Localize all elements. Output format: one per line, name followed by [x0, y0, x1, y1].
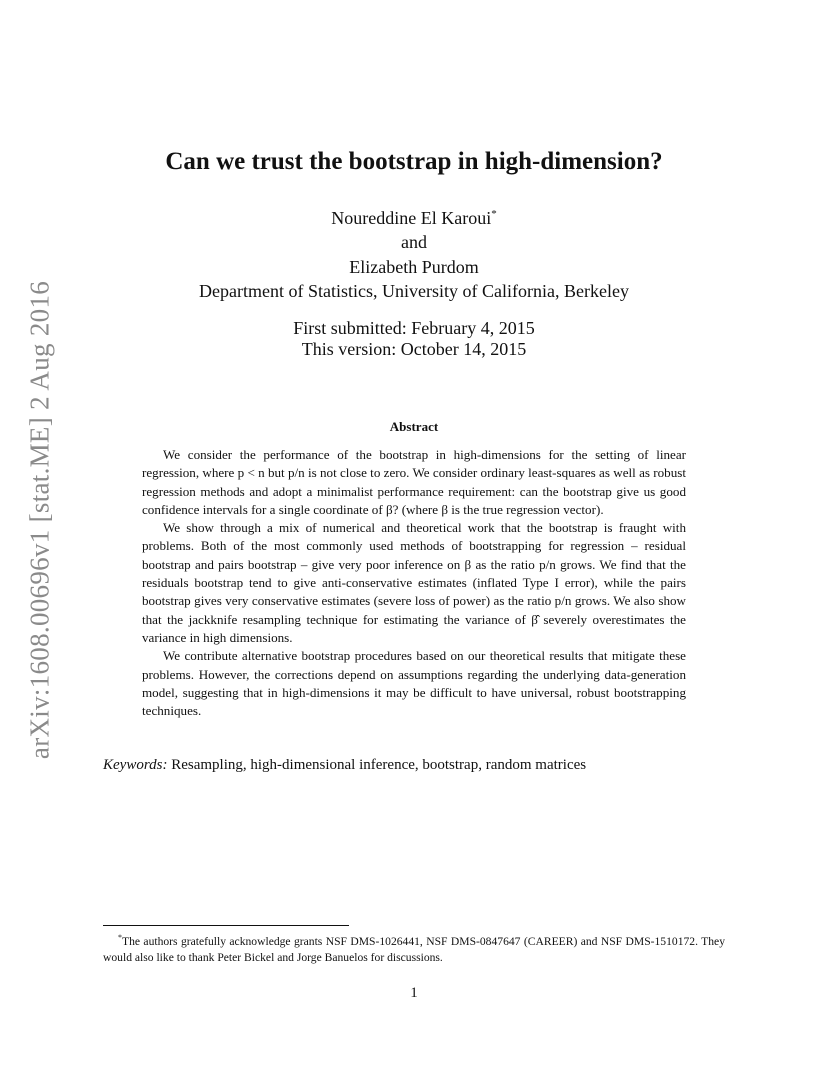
abstract-paragraph-3: We contribute alternative bootstrap procedures based on our theoretical results that mitigate these problems. However, the corrections depend on assumptions regarding the underlying data-generation model, suggesting that in high-dimensions it may be difficult to have universal, robust bootstrapping techniques.	[142, 648, 686, 719]
author-name-1: Noureddine El Karoui	[331, 208, 492, 228]
keywords-label: Keywords:	[103, 757, 168, 773]
author-name-2: Elizabeth Purdom	[349, 257, 479, 277]
keywords-line	[103, 757, 728, 774]
page-number: 1	[410, 985, 418, 1001]
author-affiliation: Department of Statistics, University of California, Berkeley	[199, 281, 629, 301]
arxiv-identifier-stamp: arXiv:1608.00696v1 [stat.ME] 2 Aug 2016	[24, 280, 55, 760]
author-conjunction: and	[401, 232, 427, 252]
keywords-text: Resampling, high-dimensional inference, bootstrap, random matrices	[171, 757, 587, 773]
footnote	[103, 930, 725, 966]
footnote-divider	[103, 925, 349, 926]
first-submitted-date: First submitted: February 4, 2015	[293, 318, 535, 338]
abstract-paragraph-1: We consider the performance of the bootstrap in high-dimensions for the setting of linear regression, where p < n but p/n is not close to zero. We consider ordinary least-squares as well as robust regression methods and adopt a minimalist performance requirement: can the bootstrap give us good confidence intervals for a single coordinate of β? (where β is the true regression vector).	[142, 447, 686, 517]
abstract-heading: Abstract	[389, 419, 439, 434]
footnote-mark: *	[118, 933, 122, 942]
abstract-body	[142, 446, 686, 720]
abstract-paragraph-2: We show through a mix of numerical and theoretical work that the bootstrap is fraught with problems. Both of the most commonly used methods of bootstrapping for regression – residual bootstrap and pairs bootstrap – give very poor inference on β as the ratio p/n grows. We find that the residuals bootstrap tend to give anti-conservative estimates (inflated Type I error), while the pairs bootstrap gives very conservative estimates (severe loss of power) as the ratio p/n grows. We also show that the jackknife resampling technique for estimating the variance of β̂ severely overestimates the variance in high dimensions.	[142, 520, 686, 645]
footnote-text: The authors gratefully acknowledge grants NSF DMS-1026441, NSF DMS-0847647 (CAREER) and NSF DMS-1510172. They would also like to thank Peter Bickel and Jorge Banuelos for discussions.	[103, 934, 725, 964]
paper-title: Can we trust the bootstrap in high-dimension?	[165, 148, 663, 175]
this-version-date: This version: October 14, 2015	[301, 339, 527, 359]
author-line-1	[0, 208, 828, 229]
author-footnote-mark: *	[491, 208, 497, 220]
